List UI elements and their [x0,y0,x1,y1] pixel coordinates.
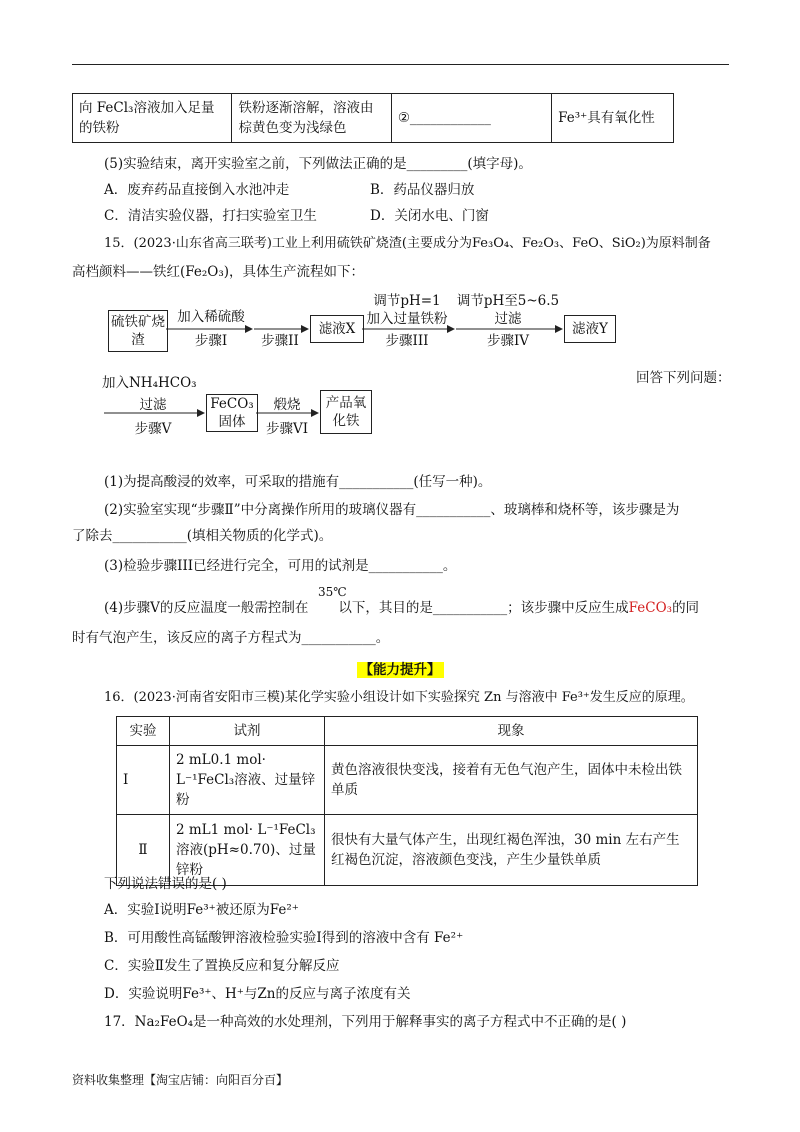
q16-option-d: D．实验说明Fe³⁺、H⁺与Zn的反应与离子浓度有关 [104,986,411,1002]
flow-label: 步骤III [385,333,429,349]
table-header: 实验 [117,717,170,746]
table-cell: I [117,746,170,815]
section-title-wrap [0,660,800,680]
flow-label: 煅烧 [273,397,301,413]
q15-part4a-red: FeCO₃ [628,600,673,616]
q15-part1: (1)为提高酸浸的效率，可采取的措施有___________(任写一种)。 [104,474,492,490]
q15-line1: 15．(2023·山东省高三联考)工业上利用硫铁矿烧渣(主要成分为Fe₃O₄、Fe₂O₃、FeO、SiO₂)为原料制备 [104,236,711,251]
table-cell: 很快有大量气体产生，出现红褐色浑浊，30 min 左右产生红褐色沉淀，溶液颜色变浅，产生少量铁单质 [325,815,698,886]
table-cell: 2 mL0.1 mol· L⁻¹FeCl₃溶液、过量锌粉 [170,746,325,815]
flow-label: 调节pH=1 [373,293,441,309]
q16-stem: 16．(2023·河南省安阳市三模)某化学实验小组设计如下实验探究 Zn 与溶液中 Fe³⁺发生反应的原理。 [104,690,694,705]
flow-label: 调节pH至5~6.5 [456,293,560,309]
q15-part2b: 了除去___________(填相关物质的化学式)。 [72,528,333,544]
flow-label: 过滤 [139,397,167,413]
flow-label: 过滤 [494,311,522,327]
flow-label: 步骤V [134,421,172,437]
q15-part4a-mid: 以下，其目的是___________；该步骤中反应生成 [338,600,629,616]
table-header: 现象 [325,717,698,746]
table-cell: 黄色溶液很快变浅，接着有无色气泡产生，固体中未检出铁单质 [325,746,698,815]
flow-label: 加入过量铁粉 [366,311,448,327]
q5-option-d: D．关闭水电、门窗 [370,208,489,224]
flow-box-filtrate-x: 滤液X [310,315,364,343]
table-cell: Ⅱ [117,815,170,886]
table-cell: 铁粉逐渐溶解，溶液由棕黄色变为浅绿色 [232,94,391,143]
q5-option-c: C．清洁实验仪器，打扫实验室卫生 [104,208,317,224]
flow-box-slag: 硫铁矿烧渣 [108,310,168,352]
footer: 资料收集整理【淘宝店铺：向阳百分百】 [72,1073,289,1087]
flow-label: 加入稀硫酸 [177,309,245,325]
section-title: 【能力提升】 [357,662,444,678]
answer-prompt: 回答下列问题： [636,370,731,386]
flow-label: 加入NH₄HCO₃ [102,375,197,391]
q16-option-b: B．可用酸性高锰酸钾溶液检验实验Ⅰ得到的溶液中含有 Fe²⁺ [104,930,464,946]
flow-label: 步骤VI [265,421,309,437]
q16-table [116,716,698,886]
q17-stem: 17．Na₂FeO₄是一种高效的水处理剂，下列用于解释事实的离子方程式中不正确的是( ) [104,1014,627,1030]
q16-option-a: A．实验Ⅰ说明Fe³⁺被还原为Fe²⁺ [104,902,299,918]
table-header-row [117,717,698,746]
q15-part2a: (2)实验室实现“步骤Ⅱ”中分离操作所用的玻璃仪器有___________、玻璃棒和烧杯等，该步骤是为 [104,502,680,518]
flow-box-filtrate-y: 滤液Y [564,315,616,343]
flow-box-feco3: FeCO₃固体 [206,394,258,432]
q15-temp: 35℃ [318,585,347,599]
q16-option-c: C．实验Ⅱ发生了置换反应和复分解反应 [104,958,340,974]
q5-option-a: A．废弃药品直接倒入水池冲走 [104,182,290,198]
table-cell: Fe³⁺具有氧化性 [552,94,674,143]
flow-arrows [0,0,800,460]
flow-label: 步骤IV [486,333,530,349]
table-row [117,746,698,815]
q15-part4a [104,598,699,618]
flow-label: 步骤I [194,333,228,349]
q5-stem: (5)实验结束，离开实验室之前，下列做法正确的是_________(填字母)。 [104,156,532,172]
q15-part4b: 时有气泡产生，该反应的离子方程式为___________。 [72,630,390,646]
q5-option-b: B．药品仪器归放 [370,182,475,198]
q15-line2: 高档颜料——铁红(Fe₂O₃)，具体生产流程如下： [72,264,365,280]
table-header: 试剂 [170,717,325,746]
q16-question: 下列说法错误的是( ) [104,876,227,892]
flow-box-iron-oxide: 产品氧化铁 [320,390,372,434]
q15-part3: (3)检验步骤III已经进行完全，可用的试剂是___________。 [104,558,457,574]
flow-label: 步骤II [261,333,299,349]
table-cell: 向 FeCl₃溶液加入足量的铁粉 [73,94,232,143]
q15-part4a-pre: (4)步骤Ⅴ的反应温度一般需控制在 [104,600,309,616]
q15-part4a-post: 的同 [672,600,700,616]
table-cell: ②____________ [391,94,551,143]
table-cell: 2 mL1 mol· L⁻¹FeCl₃溶液(pH≈0.70)、过量锌粉 [170,815,325,886]
